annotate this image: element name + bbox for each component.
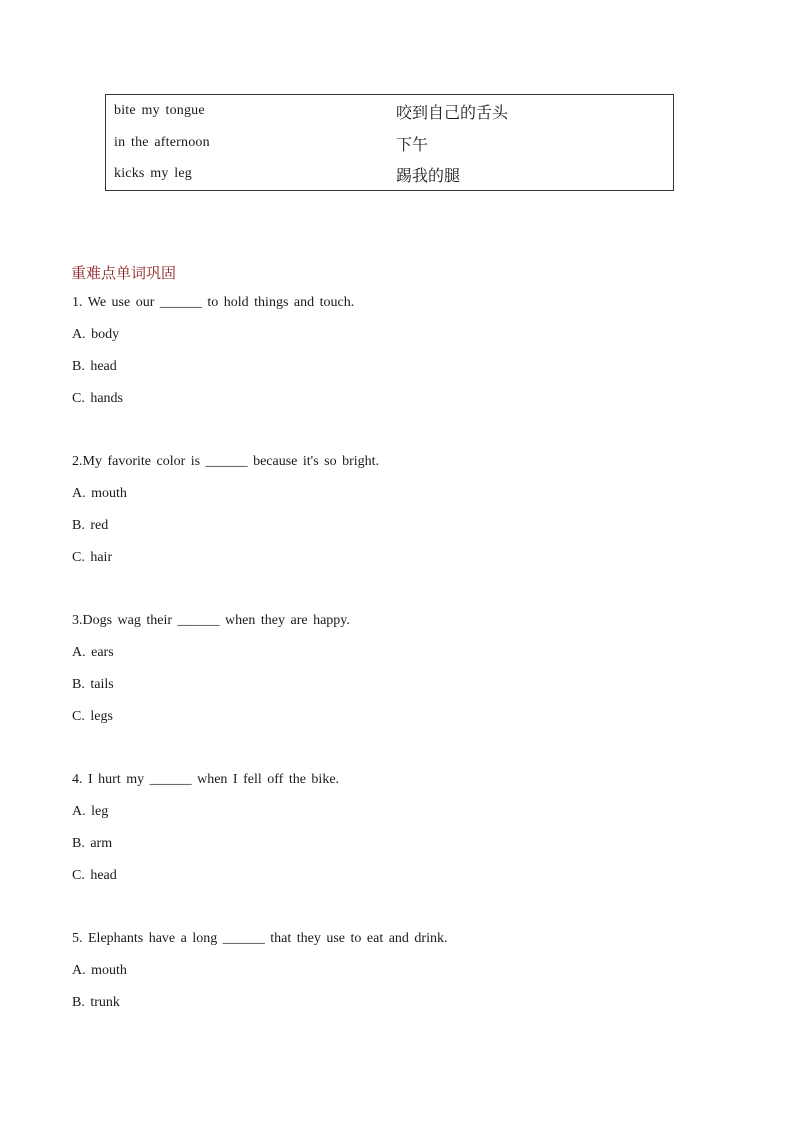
question-text: that they use to eat and drink. [264,931,448,946]
vocab-table [105,94,674,191]
option-b: B. head [72,359,117,374]
option-b: B. arm [72,836,113,851]
vocab-english: bite my tongue [114,103,205,118]
section-title: 重难点单词巩固 [71,264,177,282]
vocab-row [106,127,673,159]
option-c: C. legs [72,709,113,724]
question-text: 1. We use our [72,295,160,310]
question-5 [72,931,447,947]
vocab-chinese: 下午 [396,135,429,154]
answer-blank: ______ [159,295,202,310]
vocab-english: kicks my leg [114,166,192,181]
answer-blank: ______ [177,613,220,628]
answer-blank: ______ [205,454,248,469]
question-1 [72,295,354,311]
option-b: B. tails [72,677,114,692]
question-2 [72,454,379,470]
option-b: B. red [72,518,109,533]
vocab-row [106,95,673,127]
option-c: C. head [72,868,117,883]
option-a: A. leg [72,804,109,819]
option-a: A. body [72,327,120,342]
question-text: 2.My favorite color is [72,454,206,469]
question-4 [72,772,339,788]
option-b: B. trunk [72,995,120,1010]
question-text: when they are happy. [219,613,350,628]
question-text: 5. Elephants have a long [72,931,223,946]
answer-blank: ______ [149,772,192,787]
option-c: C. hair [72,550,113,565]
option-a: A. ears [72,645,114,660]
vocab-chinese: 咬到自己的舌头 [396,103,509,122]
answer-blank: ______ [222,931,265,946]
question-text: because it's so bright. [247,454,380,469]
option-c: C. hands [72,391,123,406]
option-a: A. mouth [72,486,127,501]
question-text: to hold things and touch. [201,295,355,310]
vocab-english: in the afternoon [114,135,210,150]
question-text: 3.Dogs wag their [72,613,178,628]
vocab-row [106,158,673,190]
question-3 [72,613,350,629]
vocab-chinese: 踢我的腿 [396,166,461,185]
question-text: when I fell off the bike. [191,772,340,787]
question-text: 4. I hurt my [72,772,150,787]
option-a: A. mouth [72,963,127,978]
